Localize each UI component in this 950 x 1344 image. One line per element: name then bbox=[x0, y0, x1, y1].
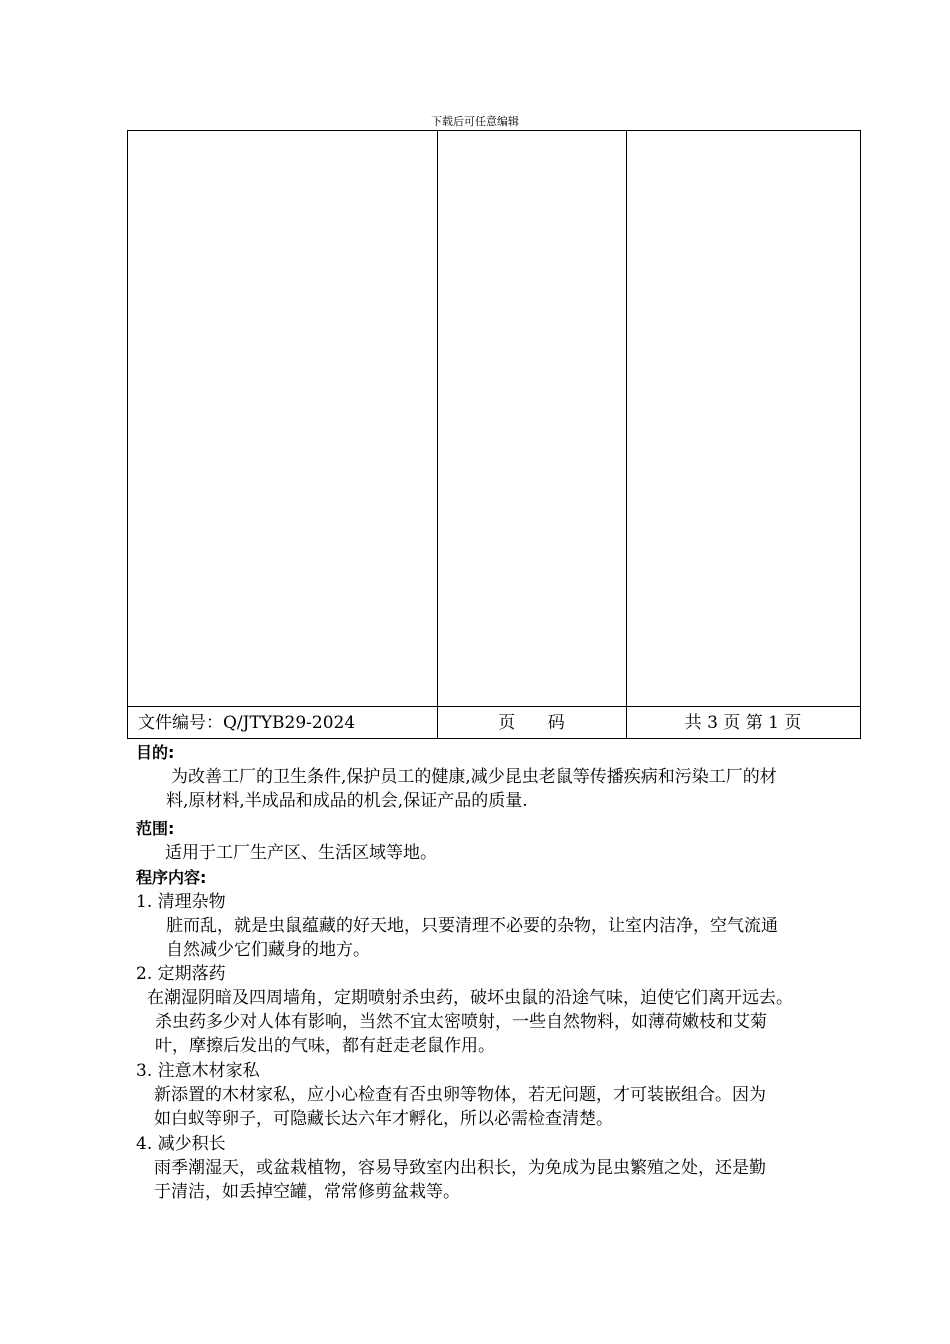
header-note: 下载后可任意编辑 bbox=[431, 115, 519, 128]
item-title: 2. 定期落药 bbox=[136, 964, 226, 984]
scope-heading: 范围: bbox=[136, 819, 175, 838]
procedure-heading: 程序内容: bbox=[136, 868, 207, 887]
item-text: 雨季潮湿天，或盆栽植物，容易导致室内出积长，为免成为昆虫繁殖之处，还是勤 bbox=[154, 1158, 766, 1178]
item-title: 4. 减少积长 bbox=[136, 1134, 226, 1154]
file-number: 文件编号：Q/JTYB29-2024 bbox=[138, 713, 356, 733]
page-label: 页 码 bbox=[498, 713, 565, 733]
item-title: 3. 注意木材家私 bbox=[136, 1061, 260, 1081]
item-text: 新添置的木材家私，应小心检查有否虫卵等物体，若无问题，才可装嵌组合。因为 bbox=[154, 1085, 766, 1105]
item-text: 如白蚁等卵子，可隐藏长达六年才孵化，所以必需检查清楚。 bbox=[154, 1109, 613, 1129]
document-header-table bbox=[127, 130, 861, 739]
purpose-heading: 目的: bbox=[136, 743, 175, 762]
item-text: 于清洁，如丢掉空罐，常常修剪盆栽等。 bbox=[154, 1182, 460, 1202]
item-text: 脏而乱，就是虫鼠蕴藏的好天地，只要清理不必要的杂物，让室内洁净，空气流通 bbox=[166, 916, 778, 936]
purpose-text: 料,原材料,半成品和成品的机会,保证产品的质量. bbox=[166, 791, 528, 811]
item-text: 杀虫药多少对人体有影响，当然不宜太密喷射，一些自然物料，如薄荷嫩枝和艾菊 bbox=[155, 1012, 767, 1032]
item-text: 在潮湿阴暗及四周墙角，定期喷射杀虫药，破坏虫鼠的沿途气味，迫使它们离开远去。 bbox=[147, 988, 793, 1008]
purpose-text: 为改善工厂的卫生条件,保护员工的健康,减少昆虫老鼠等传播疾病和污染工厂的材 bbox=[171, 767, 777, 787]
column-divider bbox=[437, 131, 438, 738]
page-info: 共 3 页 第 1 页 bbox=[684, 713, 802, 733]
item-text: 自然减少它们藏身的地方。 bbox=[166, 940, 370, 960]
scope-text: 适用于工厂生产区、生活区域等地。 bbox=[165, 843, 437, 863]
item-title: 1. 清理杂物 bbox=[136, 892, 226, 912]
item-text: 叶，摩擦后发出的气味，都有赶走老鼠作用。 bbox=[155, 1036, 495, 1056]
column-divider bbox=[626, 131, 627, 738]
